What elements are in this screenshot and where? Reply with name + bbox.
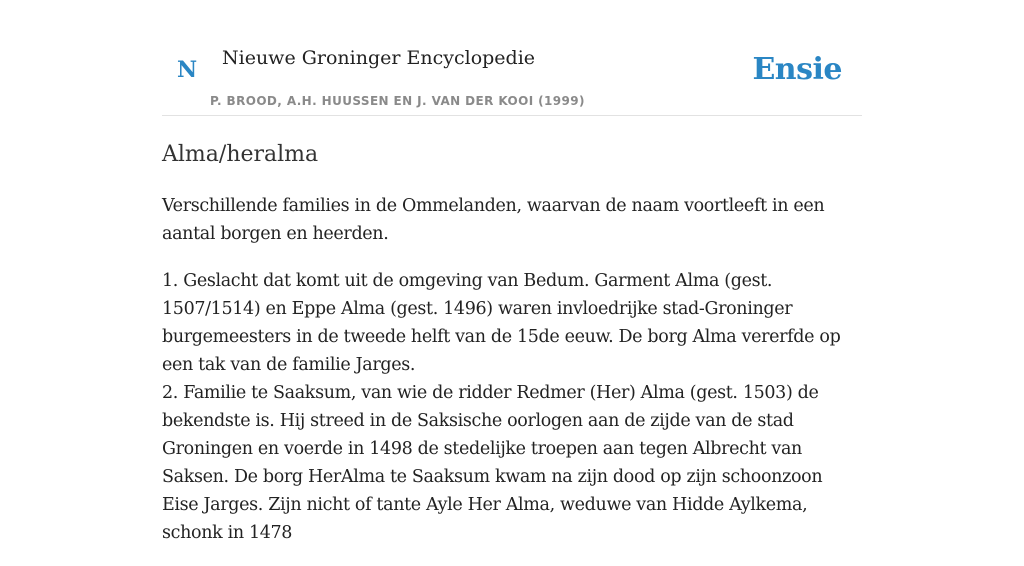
book-title-link[interactable]: Nieuwe Groninger Encyclopedie [222,47,536,69]
entry-paragraph: Verschillende families in de Ommelanden, waarvan de naam voortleeft in een aantal borgen en heerden. [162,196,825,244]
entry-list-item-2: 2. Familie te Saaksum, van wie de ridder Redmer (Her) Alma (gest. 1503) de bekendste is. Hij streed in de Saksische oorlogen aan de zijde van de stad Groningen en voerde in 1498 de stedelijke troepen aan tegen Albrecht van Saksen. De borg HerAlma te Saaksum kwam na zijn dood op zijn schoonzoon Eise Jarges. Zijn nicht of tante Ayle Her Alma, weduwe van Hidde Aylkema, schonk in 1478 [162,383,823,543]
book-authors: P. BROOD, A.H. HUUSSEN EN J. VAN DER KOOI (1999) [210,94,585,108]
entry-body [162,192,862,566]
entry-title: Alma/heralma [162,142,319,167]
entry-paragraph-list [162,267,862,547]
ensie-logo[interactable]: Ensie [752,52,842,87]
page-container [162,0,862,543]
book-header [162,0,862,116]
entry-list-item-1: 1. Geslacht dat komt uit de omgeving van Bedum. Garment Alma (gest. 1507/1514) en Eppe Alma (gest. 1496) waren invloedrijke stad-Groninger burgemeesters in de tweede helft van de 15de eeuw. De borg Alma vererfde op een tak van de familie Jarges. [162,271,841,375]
book-letter-icon: N [177,57,198,83]
